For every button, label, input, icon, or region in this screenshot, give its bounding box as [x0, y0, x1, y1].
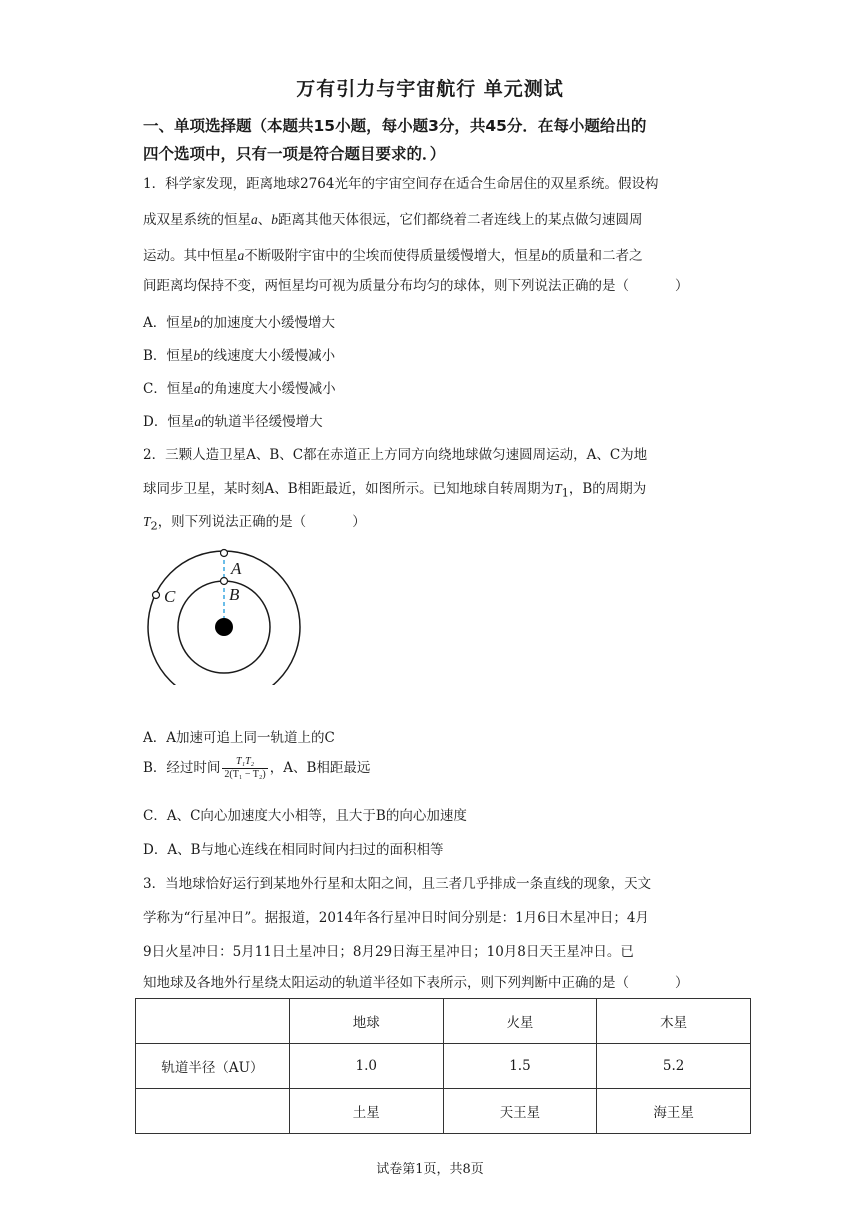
label-a: A — [231, 559, 242, 578]
q3-line2: 学称为“行星冲日”。据报道，2014年各行星冲日时间分别是：1月6日木星冲日；4月 — [143, 910, 649, 926]
q1-line2 — [143, 208, 643, 228]
q1-option-a — [143, 311, 335, 331]
option-text: ，A、B相距最远 — [269, 760, 371, 776]
option-var: a — [194, 414, 202, 429]
option-text: 的角速度大小缓慢减小 — [200, 381, 336, 397]
q3-line3: 9日火星冲日：5月11日土星冲日；8月29日海王星冲日；10月8日天王星冲日。已 — [143, 944, 634, 960]
satellite-a-icon — [221, 550, 228, 557]
table-cell: 1.5 — [443, 1044, 597, 1089]
q1-option-c — [143, 377, 336, 397]
q1-line3 — [143, 244, 643, 264]
label-c: C — [164, 587, 176, 606]
var-T: T — [554, 481, 562, 496]
answer-paren-close: ） — [675, 975, 689, 991]
table-row — [136, 1089, 751, 1134]
satellite-c-icon — [153, 592, 160, 599]
q3-line4-text: 知地球及各地外行星绕太阳运动的轨道半径如下表所示，则下列判断中正确的是（ — [143, 975, 629, 991]
q2-option-d: D．A、B与地心连线在相同时间内扫过的面积相等 — [143, 842, 444, 858]
var-a: a — [237, 248, 245, 263]
page-footer: 试卷第1页，共8页 — [376, 1162, 484, 1177]
table-cell: 火星 — [443, 999, 597, 1044]
q1-line3-text: 运动。其中恒星 — [143, 248, 238, 264]
subscript: 1 — [561, 486, 569, 500]
table-cell — [136, 1089, 290, 1134]
q1-line2-text: 成双星系统的恒星 — [143, 212, 251, 228]
q3-line4 — [143, 971, 689, 991]
q1-line3-text-mid: 不断吸附宇宙中的尘埃而使得质量缓慢增大，恒星 — [244, 248, 542, 264]
q2-line2-text: 球同步卫星，某时刻A、B相距最近，如图所示。已知地球自转周期为 — [143, 481, 555, 497]
q2-line2-text-end: ，B的周期为 — [568, 481, 647, 497]
q2-option-a: A．A加速可追上同一轨道上的C — [143, 730, 335, 746]
option-var: b — [193, 348, 201, 363]
var-a: a — [251, 212, 258, 227]
option-text: A．恒星 — [143, 315, 194, 331]
q2-line3-text: ，则下列说法正确的是（ — [157, 514, 307, 530]
answer-paren-close: ） — [675, 278, 689, 294]
q1-line4-text: 间距离均保持不变，两恒星均可视为质量分布均匀的球体，则下列说法正确的是（ — [143, 278, 629, 294]
q3-line1: 3．当地球恰好运行到某地外行星和太阳之间，且三者几乎排成一条直线的现象，天文 — [143, 876, 652, 892]
q1-line4 — [143, 274, 689, 294]
orbit-diagram — [145, 545, 305, 685]
option-text: 的轨道半径缓慢增大 — [201, 414, 323, 430]
table-cell: 木星 — [597, 999, 751, 1044]
q2-line2 — [143, 477, 646, 500]
table-cell: 地球 — [289, 999, 443, 1044]
table-cell: 1.0 — [289, 1044, 443, 1089]
q1-option-b — [143, 344, 335, 364]
table-cell: 海王星 — [597, 1089, 751, 1134]
label-b: B — [229, 585, 240, 604]
option-text: D．恒星 — [143, 414, 195, 430]
q2-line3 — [143, 510, 366, 533]
satellite-b-icon — [221, 578, 228, 585]
q2-option-c: C．A、C向心加速度大小相等，且大于B的向心加速度 — [143, 808, 467, 824]
earth-icon — [215, 618, 233, 636]
table-cell — [136, 999, 290, 1044]
table-row — [136, 999, 751, 1044]
orbit-radius-table — [135, 998, 751, 1134]
table-cell: 土星 — [289, 1089, 443, 1134]
option-var: b — [193, 315, 200, 330]
var-T: T — [143, 514, 151, 529]
option-text: 的加速度大小缓慢增大 — [200, 315, 335, 331]
var-b: b — [271, 212, 278, 227]
page-title: 万有引力与宇宙航行 单元测试 — [296, 78, 564, 100]
q2-option-b — [143, 756, 370, 781]
subscript: 2 — [150, 519, 158, 533]
table-row — [136, 1044, 751, 1089]
section-heading-line1: 一、单项选择题（本题共15小题，每小题3分，共45分．在每小题给出的 — [143, 117, 647, 135]
fraction — [222, 756, 267, 781]
fraction-numerator: T₁T₂ — [222, 756, 267, 769]
table-cell: 轨道半径（AU） — [136, 1044, 290, 1089]
option-text: B．经过时间 — [143, 760, 221, 776]
option-text: 的线速度大小缓慢减小 — [200, 348, 336, 364]
table-cell: 5.2 — [597, 1044, 751, 1089]
q1-line3-text-end: 的质量和二者之 — [548, 248, 643, 264]
var-b: b — [541, 248, 548, 263]
q1-option-d — [143, 410, 323, 430]
q1-line2-text-end: 距离其他天体很远，它们都绕着二者连线上的某点做匀速圆周 — [278, 212, 643, 228]
q1-line2-sep: 、 — [257, 212, 272, 228]
option-text: C．恒星 — [143, 381, 194, 397]
section-heading-line2: 四个选项中，只有一项是符合题目要求的．） — [143, 145, 446, 163]
table-cell: 天王星 — [443, 1089, 597, 1134]
option-var: a — [193, 381, 201, 396]
option-text: B．恒星 — [143, 348, 194, 364]
answer-paren-close: ） — [352, 514, 366, 530]
q2-line1: 2．三颗人造卫星A、B、C都在赤道正上方同方向绕地球做匀速圆周运动，A、C为地 — [143, 447, 648, 463]
section-heading — [143, 112, 723, 168]
fraction-denominator: 2(T₁ − T₂) — [224, 769, 266, 780]
q1-line1: 1．科学家发现，距离地球2764光年的宇宙空间存在适合生命居住的双星系统。假设构 — [143, 176, 659, 192]
